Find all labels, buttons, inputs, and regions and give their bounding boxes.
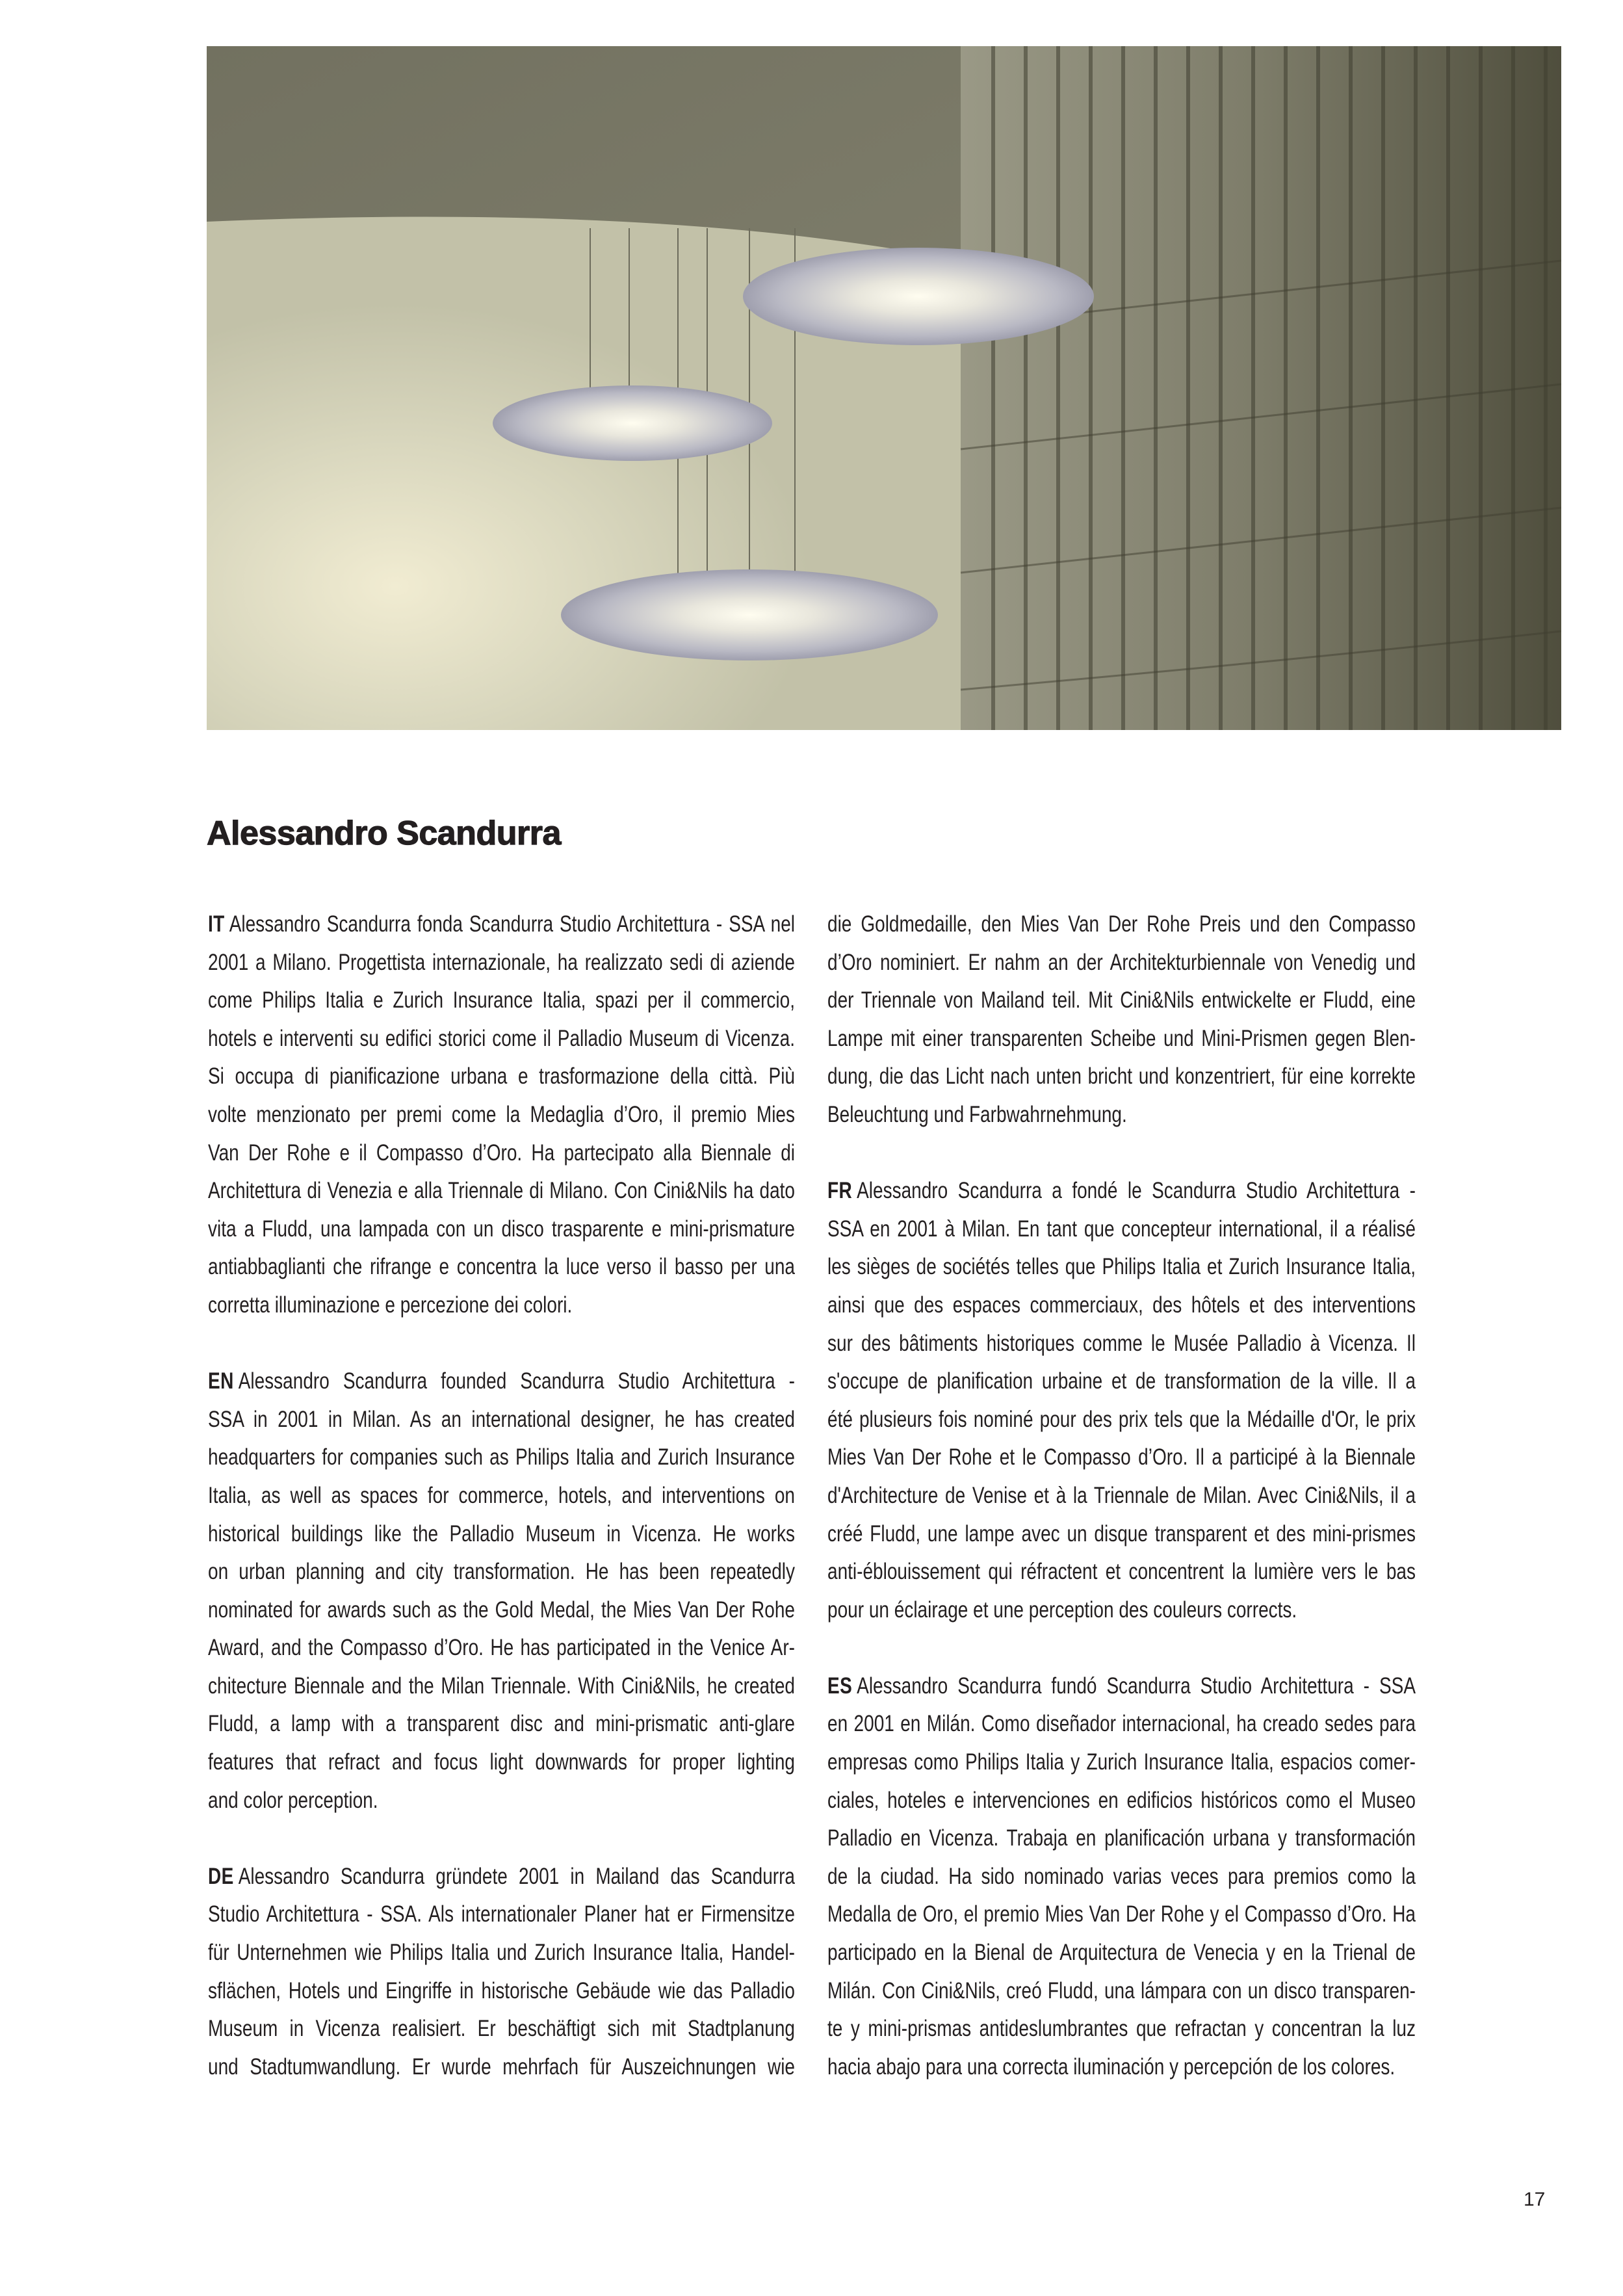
bio-paragraph-it: [208, 910, 795, 1329]
text-line: [208, 1062, 795, 1101]
text-line: [827, 1291, 1416, 1329]
text-line: [827, 1824, 1416, 1862]
line-text: Award, and the Compasso d’Oro. He has participated in the Venice Ar-: [208, 1635, 795, 1661]
line-text: volte menzionato per premi come la Medaglia d’Oro, il premio Mies: [208, 1101, 795, 1127]
text-line: [827, 1938, 1416, 1977]
line-text: headquarters for companies such as Philips Italia and Zurich Insurance: [208, 1444, 795, 1470]
line-text: empresas como Philips Italia y Zurich Insurance Italia, espacios comer-: [827, 1749, 1416, 1775]
text-line: [827, 1558, 1416, 1596]
text-line: [208, 1634, 795, 1672]
paragraph-spacer: [208, 1329, 795, 1368]
text-line: [827, 1481, 1416, 1520]
line-text: für Unternehmen wie Philips Italia und Zurich Insurance Italia, Handel-: [208, 1940, 795, 1966]
line-text: Milán. Con Cini&Nils, creó Fludd, una lámpara con un disco transparen-: [827, 1977, 1416, 2003]
line-text: créé Fludd, une lampe avec un disque transparent et des mini-prismes: [827, 1520, 1416, 1546]
line-text: Alessandro Scandurra fundó Scandurra Studio Architettura - SSA: [857, 1673, 1416, 1699]
text-line: [208, 1710, 795, 1748]
lamp-top-right: [743, 248, 1094, 345]
paragraph-spacer: [827, 1139, 1416, 1177]
line-text: on urban planning and city transformation. He has been repeatedly: [208, 1559, 795, 1585]
text-line: [827, 1101, 1416, 1139]
text-line: [208, 948, 795, 987]
text-line: [208, 1748, 795, 1786]
paragraph-spacer: [827, 1634, 1416, 1672]
line-text: Alessandro Scandurra gründete 2001 in Mailand das Scandurra: [238, 1863, 795, 1889]
line-text: hotels e interventi su edifici storici come il Palladio Museum di Vicenza.: [208, 1025, 795, 1051]
line-text: de la ciudad. Ha sido nominado varias veces para premios como la: [827, 1863, 1416, 1889]
text-line: [827, 1520, 1416, 1558]
text-line: [827, 1748, 1416, 1786]
bio-paragraph-continued: [827, 910, 1416, 1139]
text-line: [827, 2053, 1416, 2091]
text-line: [208, 1938, 795, 1977]
line-text: en 2001 en Milán. Como diseñador internacional, ha creado sedes para: [827, 1711, 1416, 1737]
text-line: [208, 1900, 795, 1938]
bio-paragraph-en: [208, 1367, 795, 1824]
lamp-photo: [207, 46, 1561, 730]
line-text: ciales, hoteles e intervenciones en edificios históricos como el Museo: [827, 1787, 1416, 1813]
line-text: Studio Architettura - SSA. Als internationaler Planer hat er Firmensitze: [208, 1901, 795, 1927]
line-text: antiabbaglianti che rifrange e concentra la luce verso il basso per una: [208, 1254, 795, 1280]
text-line: [827, 1443, 1416, 1481]
text-line: [208, 1024, 795, 1063]
line-text: Medalla de Oro, el premio Mies Van Der Rohe y el Compasso d’Oro. Ha: [827, 1901, 1416, 1927]
line-text: s'occupe de planification urbaine et de transformation de la ville. Il a: [827, 1368, 1416, 1394]
line-text: vita a Fludd, una lampada con un disco trasparente e mini-prismature: [208, 1216, 795, 1242]
text-line: [208, 986, 795, 1024]
page-number: 17: [1524, 2189, 1546, 2210]
language-tag: FR: [827, 1178, 853, 1204]
text-line: [827, 1710, 1416, 1748]
line-text: Beleuchtung und Farbwahrnehmung.: [827, 1101, 1127, 1127]
line-text: sflächen, Hotels und Eingriffe in historische Gebäude wie das Palladio: [208, 1977, 795, 2003]
line-text: Fludd, a lamp with a transparent disc and mini-prismatic anti-glare: [208, 1711, 795, 1737]
line-text: und Stadtumwandlung. Er wurde mehrfach für Auszeichnungen wie: [208, 2054, 795, 2080]
text-line: [208, 1215, 795, 1253]
text-line: [827, 986, 1416, 1024]
text-line: [827, 910, 1416, 948]
line-text: and color perception.: [208, 1787, 378, 1813]
line-text: d'Architecture de Venise et à la Triennale de Milan. Avec Cini&Nils, il a: [827, 1482, 1416, 1508]
text-line: [827, 1329, 1416, 1368]
line-text: te y mini-prismas antideslumbrantes que refractan y concentran la luz: [827, 2016, 1416, 2042]
text-line: [827, 1900, 1416, 1938]
text-line: [827, 1215, 1416, 1253]
text-line: [208, 1481, 795, 1520]
text-line: [827, 1253, 1416, 1291]
line-text: der Triennale von Mailand teil. Mit Cini&Nils entwickelte er Fludd, eine: [827, 987, 1416, 1013]
text-column-left: [208, 910, 795, 2091]
text-line: [827, 1596, 1416, 1634]
text-line: [208, 1177, 795, 1215]
line-text: Si occupa di pianificazione urbana e trasformazione della città. Più: [208, 1063, 795, 1089]
line-text: ainsi que des espaces commerciaux, des hôtels et des interventions: [827, 1292, 1416, 1318]
text-line: [827, 1786, 1416, 1825]
lamp-photo-illustration: [207, 46, 1561, 730]
line-text: Alessandro Scandurra a fondé le Scandurra Studio Architettura -: [857, 1178, 1416, 1204]
text-line: [208, 2053, 795, 2091]
bio-paragraph-es: [827, 1672, 1416, 2091]
text-line: [208, 1786, 795, 1825]
line-text: historical buildings like the Palladio Museum in Vicenza. He works: [208, 1520, 795, 1546]
line-text: anti-éblouissement qui réfractent et concentrent la lumière vers le bas: [827, 1559, 1416, 1585]
line-text: Van Der Rohe e il Compasso d’Oro. Ha partecipato alla Biennale di: [208, 1140, 795, 1166]
text-line: [827, 2015, 1416, 2053]
text-line: [827, 1977, 1416, 2015]
text-line: [208, 910, 795, 948]
text-line: [208, 1405, 795, 1444]
line-text: été plusieurs fois nominé pour des prix tels que la Médaille d'Or, le prix: [827, 1406, 1416, 1432]
language-tag: DE: [208, 1863, 234, 1889]
paragraph-spacer: [208, 1824, 795, 1862]
line-text: Palladio en Vicenza. Trabaja en planificación urbana y transformación: [827, 1825, 1416, 1851]
text-line: [208, 1253, 795, 1291]
line-text: features that refract and focus light downwards for proper lighting: [208, 1749, 795, 1775]
line-text: Lampe mit einer transparenten Scheibe und Mini-Prismen gegen Blen-: [827, 1025, 1416, 1051]
text-line: [827, 1862, 1416, 1901]
text-column-right: [827, 910, 1416, 2091]
line-text: Museum in Vicenza realisiert. Er beschäftigt sich mit Stadtplanung: [208, 2016, 795, 2042]
designer-name-heading: Alessandro Scandurra: [207, 815, 561, 852]
lamp-middle-left: [493, 385, 772, 461]
line-text: les sièges de sociétés telles que Philips Italia et Zurich Insurance Italia,: [827, 1254, 1416, 1280]
line-text: SSA in 2001 in Milan. As an international designer, he has created: [208, 1406, 795, 1432]
text-line: [208, 1139, 795, 1177]
line-text: Italia, as well as spaces for commerce, hotels, and interventions on: [208, 1482, 795, 1508]
line-text: come Philips Italia e Zurich Insurance Italia, spazi per il commercio,: [208, 987, 795, 1013]
text-line: [208, 1101, 795, 1139]
line-text: Mies Van Der Rohe et le Compasso d’Oro. Il a participé à la Biennale: [827, 1444, 1416, 1470]
lamp-bottom: [561, 569, 938, 660]
text-line: [827, 1177, 1416, 1215]
line-text: SSA en 2001 à Milan. En tant que concepteur international, il a réalisé: [827, 1216, 1416, 1242]
language-tag: IT: [208, 911, 225, 937]
line-text: die Goldmedaille, den Mies Van Der Rohe Preis und den Compasso: [827, 911, 1416, 937]
text-line: [827, 1672, 1416, 1710]
text-line: [827, 1024, 1416, 1063]
text-line: [827, 1405, 1416, 1444]
text-line: [208, 1367, 795, 1405]
bio-paragraph-fr: [827, 1177, 1416, 1634]
line-text: Alessandro Scandurra founded Scandurra Studio Architettura -: [238, 1368, 795, 1394]
text-line: [208, 1558, 795, 1596]
text-line: [208, 1291, 795, 1329]
line-text: 2001 a Milano. Progettista internazionale, ha realizzato sedi di aziende: [208, 949, 795, 975]
line-text: participado en la Bienal de Arquitectura de Venecia y en la Trienal de: [827, 1940, 1416, 1966]
line-text: Alessandro Scandurra fonda Scandurra Studio Architettura - SSA nel: [229, 911, 795, 937]
text-line: [827, 1062, 1416, 1101]
line-text: sur des bâtiments historiques comme le Musée Palladio à Vicenza. Il: [827, 1330, 1416, 1356]
line-text: hacia abajo para una correcta iluminación y percepción de los colores.: [827, 2054, 1396, 2080]
line-text: chitecture Biennale and the Milan Triennale. With Cini&Nils, he created: [208, 1673, 795, 1699]
line-text: Architettura di Venezia e alla Triennale di Milano. Con Cini&Nils ha dato: [208, 1178, 795, 1204]
language-tag: ES: [827, 1673, 853, 1699]
language-tag: EN: [208, 1368, 234, 1394]
text-line: [208, 1977, 795, 2015]
text-line: [208, 1596, 795, 1634]
line-text: d’Oro nominiert. Er nahm an der Architekturbiennale von Venedig und: [827, 949, 1416, 975]
line-text: pour un éclairage et une perception des couleurs corrects.: [827, 1597, 1297, 1623]
line-text: nominated for awards such as the Gold Medal, the Mies Van Der Rohe: [208, 1597, 795, 1623]
text-line: [208, 1520, 795, 1558]
text-line: [208, 2015, 795, 2053]
line-text: corretta illuminazione e percezione dei colori.: [208, 1292, 573, 1318]
text-line: [827, 948, 1416, 987]
line-text: dung, die das Licht nach unten bricht und konzentriert, für eine korrekte: [827, 1063, 1416, 1089]
text-line: [208, 1443, 795, 1481]
text-line: [827, 1367, 1416, 1405]
text-line: [208, 1672, 795, 1710]
text-line: [208, 1862, 795, 1901]
bio-paragraph-de: [208, 1862, 795, 2091]
